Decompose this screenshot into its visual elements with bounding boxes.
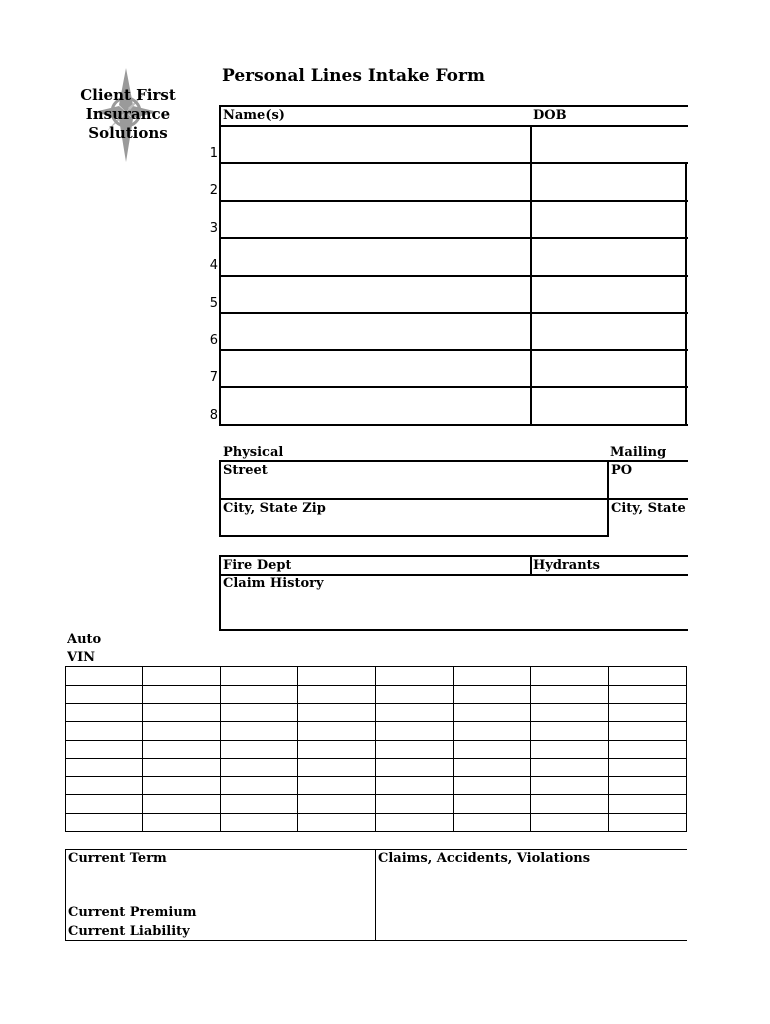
logo-line-3: Solutions	[88, 124, 168, 142]
names-column-header: Name(s)	[223, 108, 285, 123]
dob-column-header: DOB	[533, 108, 567, 123]
logo-line-1: Client First	[80, 86, 176, 104]
mailing-label: Mailing	[610, 445, 667, 460]
row-number: 6	[209, 333, 218, 348]
auto-label: Auto	[67, 632, 102, 647]
current-premium-label: Current Premium	[68, 905, 197, 920]
street-label: Street	[223, 463, 268, 478]
current-liability-label: Current Liability	[68, 924, 190, 939]
row-number: 2	[209, 183, 218, 198]
current-term-label: Current Term	[68, 851, 167, 866]
hydrants-label: Hydrants	[533, 558, 600, 573]
claims-accidents-violations-label: Claims, Accidents, Violations	[378, 851, 591, 866]
page-title: Personal Lines Intake Form	[222, 66, 485, 86]
city-state-zip-label: City, State Zip	[223, 501, 326, 516]
vin-label: VIN	[67, 650, 96, 665]
claim-history-label: Claim History	[223, 576, 324, 591]
row-number: 5	[209, 296, 218, 311]
row-number: 3	[209, 221, 218, 236]
company-logo	[58, 62, 198, 172]
mailing-city-label: City, State	[611, 501, 686, 516]
logo-line-2: Insurance	[85, 105, 171, 123]
row-number: 4	[209, 258, 218, 273]
row-number: 8	[209, 408, 218, 423]
row-number: 1	[209, 146, 218, 161]
po-label: PO	[611, 463, 633, 478]
fire-dept-label: Fire Dept	[223, 558, 292, 573]
physical-label: Physical	[223, 445, 284, 460]
row-number: 7	[209, 370, 218, 385]
